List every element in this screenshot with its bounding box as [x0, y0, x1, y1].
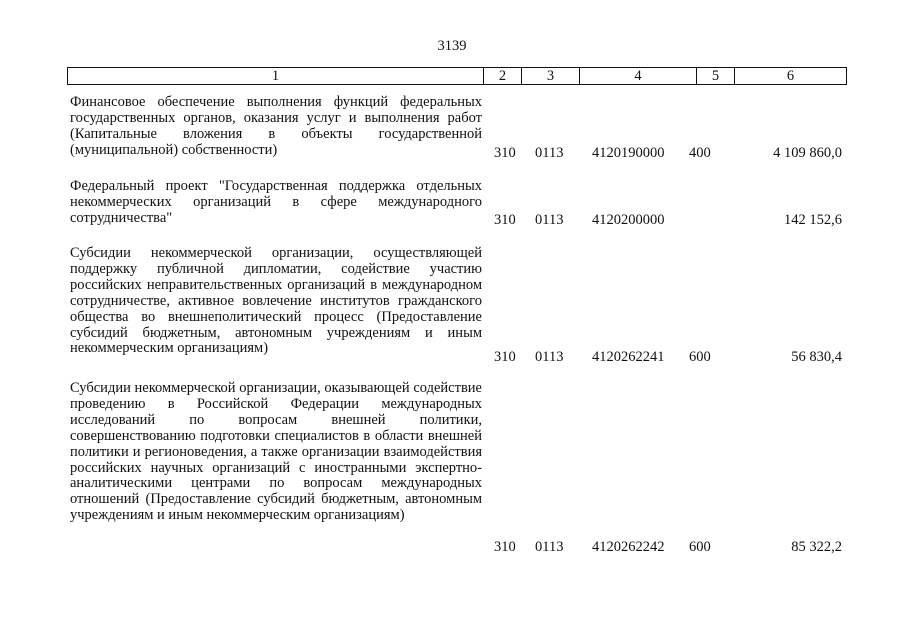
row-code-4: 4120262241: [592, 349, 665, 365]
row-code-2: 310: [494, 349, 516, 365]
row-code-3: 0113: [535, 539, 564, 555]
row-amount: 85 322,2: [791, 539, 842, 555]
row-amount: 142 152,6: [784, 212, 842, 228]
column-header-row: [68, 68, 847, 85]
row-description: Финансовое обеспечение выполнения функций федеральных государственных органов, оказания услуг и выполнения работ (Капитальные вложения в объекты государственной (муниципальной) собственности): [70, 94, 482, 158]
row-code-4: 4120200000: [592, 212, 665, 228]
row-code-4: 4120262242: [592, 539, 665, 555]
row-code-3: 0113: [535, 145, 564, 161]
column-header-6: 6: [735, 68, 847, 85]
column-header-3: 3: [522, 68, 580, 85]
row-description: Федеральный проект "Государственная поддержка отдельных некоммерческих организаций в сфере международного сотрудничества": [70, 178, 482, 226]
row-code-4: 4120190000: [592, 145, 665, 161]
row-code-5: 600: [689, 349, 711, 365]
row-description: Субсидии некоммерческой организации, осуществляющей поддержку публичной дипломатии, содействие участию российских неправительственных организаций в международном сотрудничестве, активное вовлечение институтов гражданского общества во внешнеполитический процесс (Предоставление субсидий бюджетным, автономным учреждениям и иным некоммерческим организациям): [70, 245, 482, 357]
column-header-1: 1: [68, 68, 484, 85]
row-code-5: 400: [689, 145, 711, 161]
row-amount: 56 830,4: [791, 349, 842, 365]
row-code-3: 0113: [535, 212, 564, 228]
column-header-4: 4: [580, 68, 697, 85]
column-header-2: 2: [484, 68, 522, 85]
column-header-5: 5: [697, 68, 735, 85]
row-code-5: 600: [689, 539, 711, 555]
row-code-2: 310: [494, 145, 516, 161]
page-number: 3139: [437, 38, 467, 54]
column-header-table: [67, 67, 847, 85]
row-description: Субсидии некоммерческой организации, оказывающей содействие проведению в Российской Федерации международных исследований по вопросам внешней политики, совершенствованию подготовки специалистов в области внешней политики и регионоведения, а также организации взаимодействия российских научных организаций с иностранными экспертно-аналитическими центрами по вопросам международных отношений (Предоставление субсидий бюджетным, автономным учреждениям и иным некоммерческим организациям): [70, 380, 482, 524]
row-amount: 4 109 860,0: [773, 145, 842, 161]
row-code-2: 310: [494, 539, 516, 555]
row-code-2: 310: [494, 212, 516, 228]
row-code-3: 0113: [535, 349, 564, 365]
